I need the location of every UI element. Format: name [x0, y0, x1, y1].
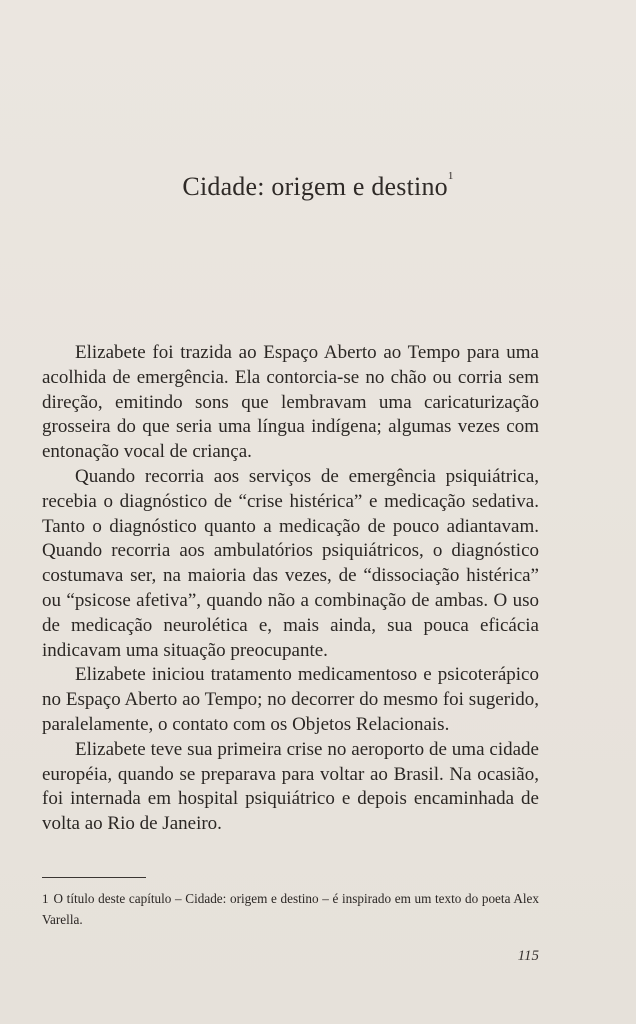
paragraph: Quando recorria aos serviços de emergência psiquiátrica, recebia o diagnóstico de “crise histérica” e medicação sedativa. Tanto o diagnóstico quanto a medicação de pouco adiantavam. Quando recorria aos ambulatórios psiquiátricos, o diagnóstico costumava ser, na maioria das vezes, de “dissociação histérica” ou “psicose afetiva”, quando não a combinação de ambas. O uso de medicação neurolética e, mais ainda, sua pouca eficácia indicavam uma situação preocupante. [42, 465, 539, 661]
body-text [42, 341, 539, 837]
footnote-divider [42, 877, 146, 878]
footnote-text: O título deste capítulo – Cidade: origem e destino – é inspirado em um texto do poeta Alex Varella. [42, 891, 539, 927]
paragraph: Elizabete foi trazida ao Espaço Aberto ao Tempo para uma acolhida de emergência. Ela contorcia-se no chão ou corria sem direção, emitindo sons que lembravam uma caricaturização grosseira do que seria uma língua indígena; algumas vezes com entonação vocal de criança. [42, 342, 539, 463]
chapter-title [0, 172, 636, 202]
paragraph: Elizabete iniciou tratamento medicamentoso e psicoterápico no Espaço Aberto ao Tempo; no decorrer do mesmo foi sugerido, paralelamente, o contato com os Objetos Relacionais. [42, 664, 539, 735]
page-number: 115 [517, 948, 539, 964]
chapter-title-text: Cidade: origem e destino [182, 172, 448, 201]
chapter-footnote-marker: 1 [447, 170, 454, 183]
footnote-marker: 1 [42, 891, 49, 906]
paragraph: Elizabete teve sua primeira crise no aeroporto de uma cidade européia, quando se preparava para voltar ao Brasil. Na ocasião, foi internada em hospital psiquiátrico e depois encaminhada de volta ao Rio de Janeiro. [42, 738, 539, 835]
footnote [42, 888, 539, 930]
